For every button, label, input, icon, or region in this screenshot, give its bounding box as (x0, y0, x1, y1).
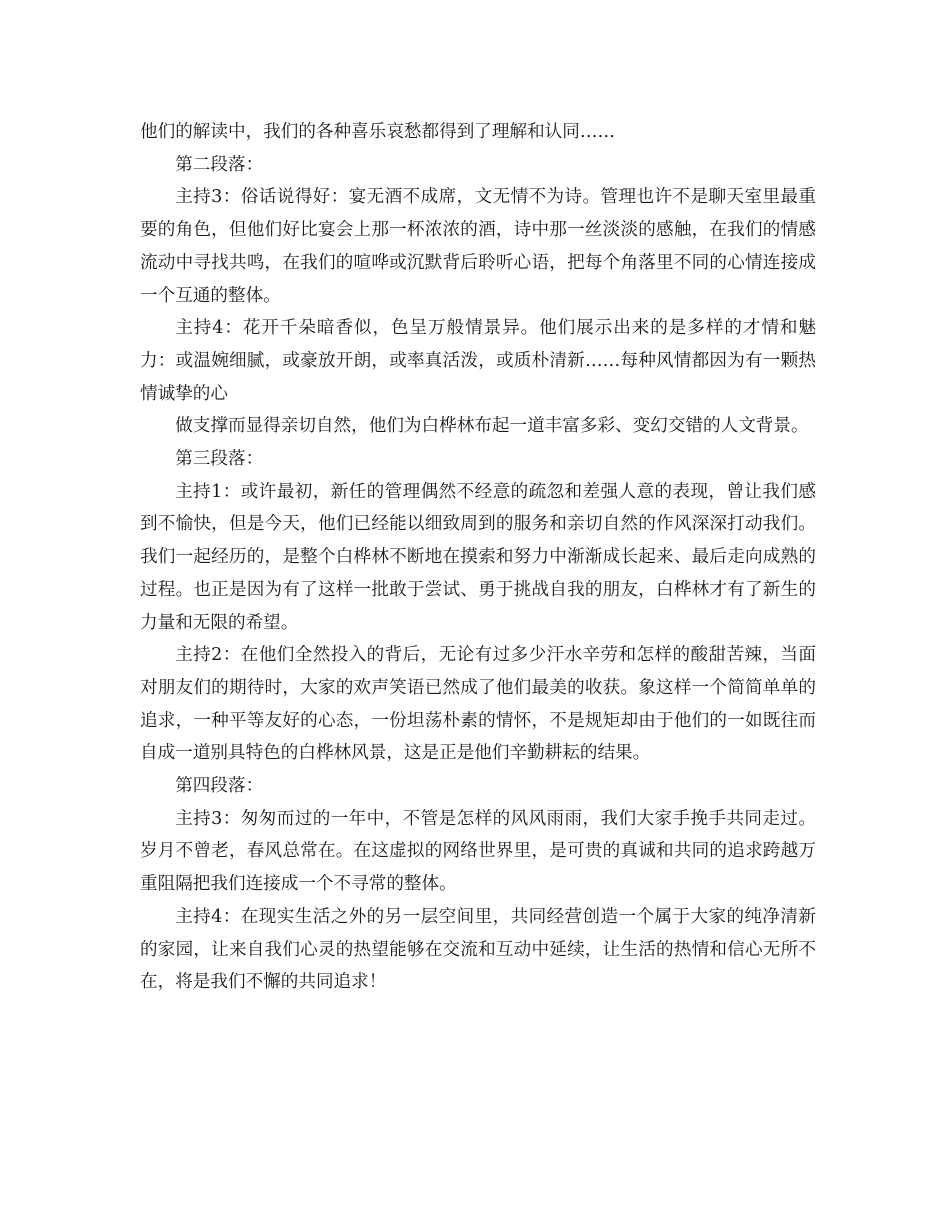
paragraph-host4-section4: 主持4：在现实生活之外的另一层空间里，共同经营创造一个属于大家的纯净清新的家园，让来自我们心灵的热望能够在交流和互动中延续，让生活的热情和信心无所不在，将是我们不懈的共同追求！ (140, 906, 816, 993)
paragraph-intro-continuation: 他们的解读中，我们的各种喜乐哀愁都得到了理解和认同…… (140, 122, 616, 142)
section-heading-3: 第三段落： (175, 449, 264, 470)
paragraph-host4-section2: 主持4：花开千朵暗香似，色呈万般情景异。他们展示出来的是多样的才情和魅力：或温婉细腻，或豪放开朗，或率真活泼，或质朴清新……每种风情都因为有一颗热情诚挚的心 (140, 318, 816, 404)
section-heading-2: 第二段落： (175, 154, 264, 175)
section-heading-4: 第四段落： (175, 776, 264, 797)
paragraph-host4-continuation: 做支撑而显得亲切自然，他们为白桦林布起一道丰富多彩、变幻交错的人文背景。 (175, 416, 809, 437)
paragraph-host1-section3: 主持1：或许最初，新任的管理偶然不经意的疏忽和差强人意的表现，曾让我们感到不愉快，但是今天，他们已经能以细致周到的服务和亲切自然的作风深深打动我们。我们一起经历的，是整个白桦林不断地在摸索和努力中渐渐成长起来、最后走向成熟的过程。也正是因为有了这样一批敢于尝试、勇于挑战自我的朋友，白桦林才有了新生的力量和无限的希望。 (140, 481, 816, 633)
paragraph-host2-section3: 主持2：在他们全然投入的背后，无论有过多少汗水辛劳和怎样的酸甜苦辣，当面对朋友们的期待时，大家的欢声笑语已然成了他们最美的收获。象这样一个简简单单的追求，一种平等友好的心态，一份坦荡朴素的情怀，不是规矩却由于他们的一如既往而自成一道别具特色的白桦林风景，这是正是他们辛勤耕耘的结果。 (140, 645, 816, 764)
document-body (140, 116, 816, 999)
paragraph-host3-section2: 主持3：俗话说得好：宴无酒不成席，文无情不为诗。管理也许不是聊天室里最重要的角色，但他们好比宴会上那一杯浓浓的酒，诗中那一丝淡淡的感触，在我们的情感流动中寻找共鸣，在我们的喧哗或沉默背后聆听心语，把每个角落里不同的心情连接成一个互通的整体。 (140, 187, 816, 306)
paragraph-host3-section4: 主持3：匆匆而过的一年中，不管是怎样的风风雨雨，我们大家手挽手共同走过。岁月不曾老，春风总常在。在这虚拟的网络世界里，是可贵的真诚和共同的追求跨越万重阻隔把我们连接成一个不寻常的整体。 (140, 808, 816, 895)
